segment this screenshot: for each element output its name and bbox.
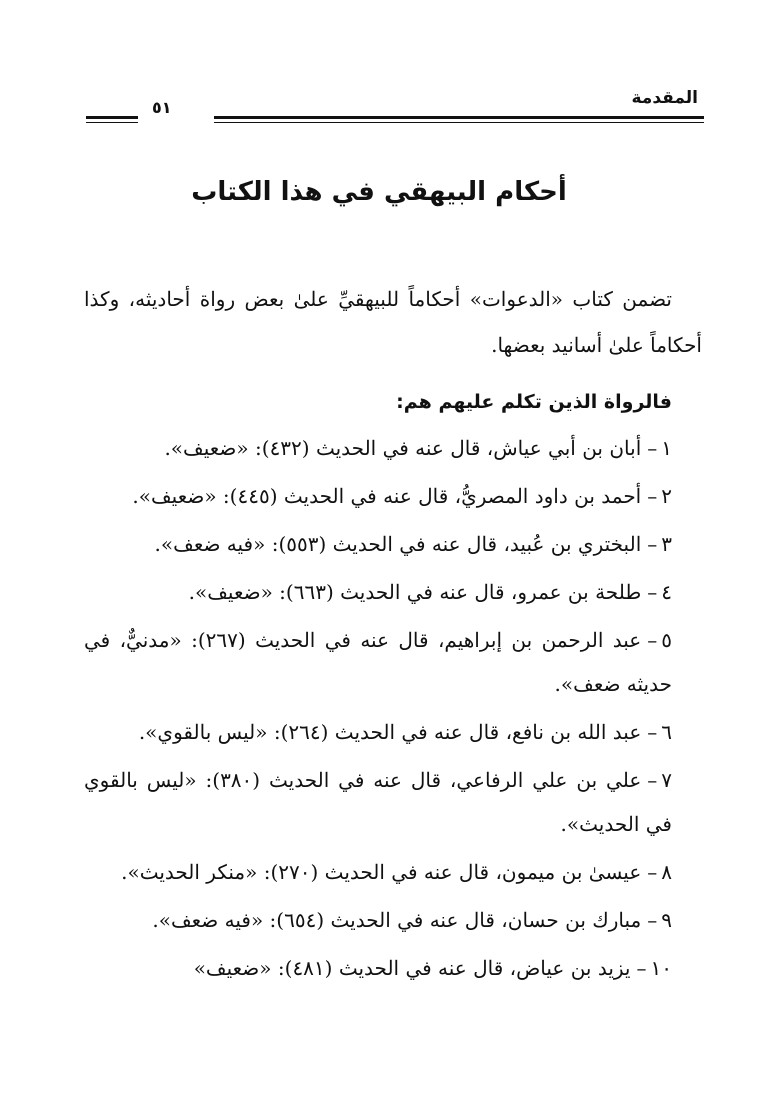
item-number: ٤ <box>661 580 672 604</box>
item-text: علي بن علي الرفاعي، قال عنه في الحديث (٣٨٠): «ليس بالقوي في الحديث». <box>84 768 672 836</box>
item-number: ١ <box>661 436 672 460</box>
list-item: ٢–أحمد بن داود المصريُّ، قال عنه في الحديث (٤٤٥): «ضعيف». <box>132 484 672 508</box>
item-number: ٢ <box>661 484 672 508</box>
item-text: مبارك بن حسان، قال عنه في الحديث (٦٥٤): «فيه ضعف». <box>152 908 642 932</box>
list-item: ٣–البختري بن عُبيد، قال عنه في الحديث (٥٥٣): «فيه ضعف». <box>154 532 672 556</box>
list-item: ٧–علي بن علي الرفاعي، قال عنه في الحديث (٣٨٠): «ليس بالقوي في الحديث». <box>84 768 673 836</box>
narrators-list <box>84 426 702 990</box>
item-number: ٩ <box>661 908 672 932</box>
item-number: ١٠ <box>650 956 672 980</box>
list-item: ٦–عبد الله بن نافع، قال عنه في الحديث (٢٦٤): «ليس بالقوي». <box>138 720 672 744</box>
list-item: ٨–عيسىٰ بن ميمون، قال عنه في الحديث (٢٧٠): «منكر الحديث». <box>121 860 672 884</box>
header-section-name: المقدمة <box>631 88 698 108</box>
intro-paragraph: تضمن كتاب «الدعوات» أحكاماً للبيهقيِّ علىٰ بعض رواة أحاديثه، وكذا أحكاماً علىٰ أسانيد بعضها. <box>84 287 702 357</box>
header-rule <box>214 116 704 119</box>
item-text: طلحة بن عمرو، قال عنه في الحديث (٦٦٣): «ضعيف». <box>188 580 642 604</box>
item-text: عبد الله بن نافع، قال عنه في الحديث (٢٦٤): «ليس بالقوي». <box>138 720 642 744</box>
item-text: البختري بن عُبيد، قال عنه في الحديث (٥٥٣): «فيه ضعف». <box>154 532 642 556</box>
header-rule-short <box>86 116 138 119</box>
running-header <box>86 86 704 126</box>
list-item: ٩–مبارك بن حسان، قال عنه في الحديث (٦٥٤): «فيه ضعف». <box>152 908 672 932</box>
item-text: أبان بن أبي عياش، قال عنه في الحديث (٤٣٢): «ضعيف». <box>164 436 642 460</box>
page-number: ٥١ <box>152 98 172 117</box>
list-item: ١–أبان بن أبي عياش، قال عنه في الحديث (٤٣٢): «ضعيف». <box>164 436 672 460</box>
header-rule-short-thin <box>86 122 138 123</box>
item-number: ٨ <box>661 860 672 884</box>
item-number: ٧ <box>661 768 673 792</box>
item-number: ٣ <box>661 532 672 556</box>
list-item: ٥–عبد الرحمن بن إبراهيم، قال عنه في الحديث (٢٦٧): «مدنيٌّ، في حديثه ضعف». <box>84 628 672 696</box>
item-text: عيسىٰ بن ميمون، قال عنه في الحديث (٢٧٠): «منكر الحديث». <box>121 860 642 884</box>
header-rule-thin <box>214 122 704 123</box>
body-text <box>84 276 702 994</box>
item-text: أحمد بن داود المصريُّ، قال عنه في الحديث (٤٤٥): «ضعيف». <box>132 484 642 508</box>
item-number: ٦ <box>661 720 672 744</box>
item-number: ٥ <box>661 628 672 652</box>
list-item: ٤–طلحة بن عمرو، قال عنه في الحديث (٦٦٣): «ضعيف». <box>188 580 672 604</box>
item-text: يزيد بن عياض، قال عنه في الحديث (٤٨١): «ضعيف» <box>193 956 631 980</box>
item-text: عبد الرحمن بن إبراهيم، قال عنه في الحديث (٢٦٧): «مدنيٌّ، في حديثه ضعف». <box>84 628 672 696</box>
section-title: أحكام البيهقي في هذا الكتاب <box>191 177 567 207</box>
narrators-lead: فالرواة الذين تكلم عليهم هم: <box>396 391 672 413</box>
list-item: ١٠–يزيد بن عياض، قال عنه في الحديث (٤٨١): «ضعيف» <box>193 956 672 980</box>
